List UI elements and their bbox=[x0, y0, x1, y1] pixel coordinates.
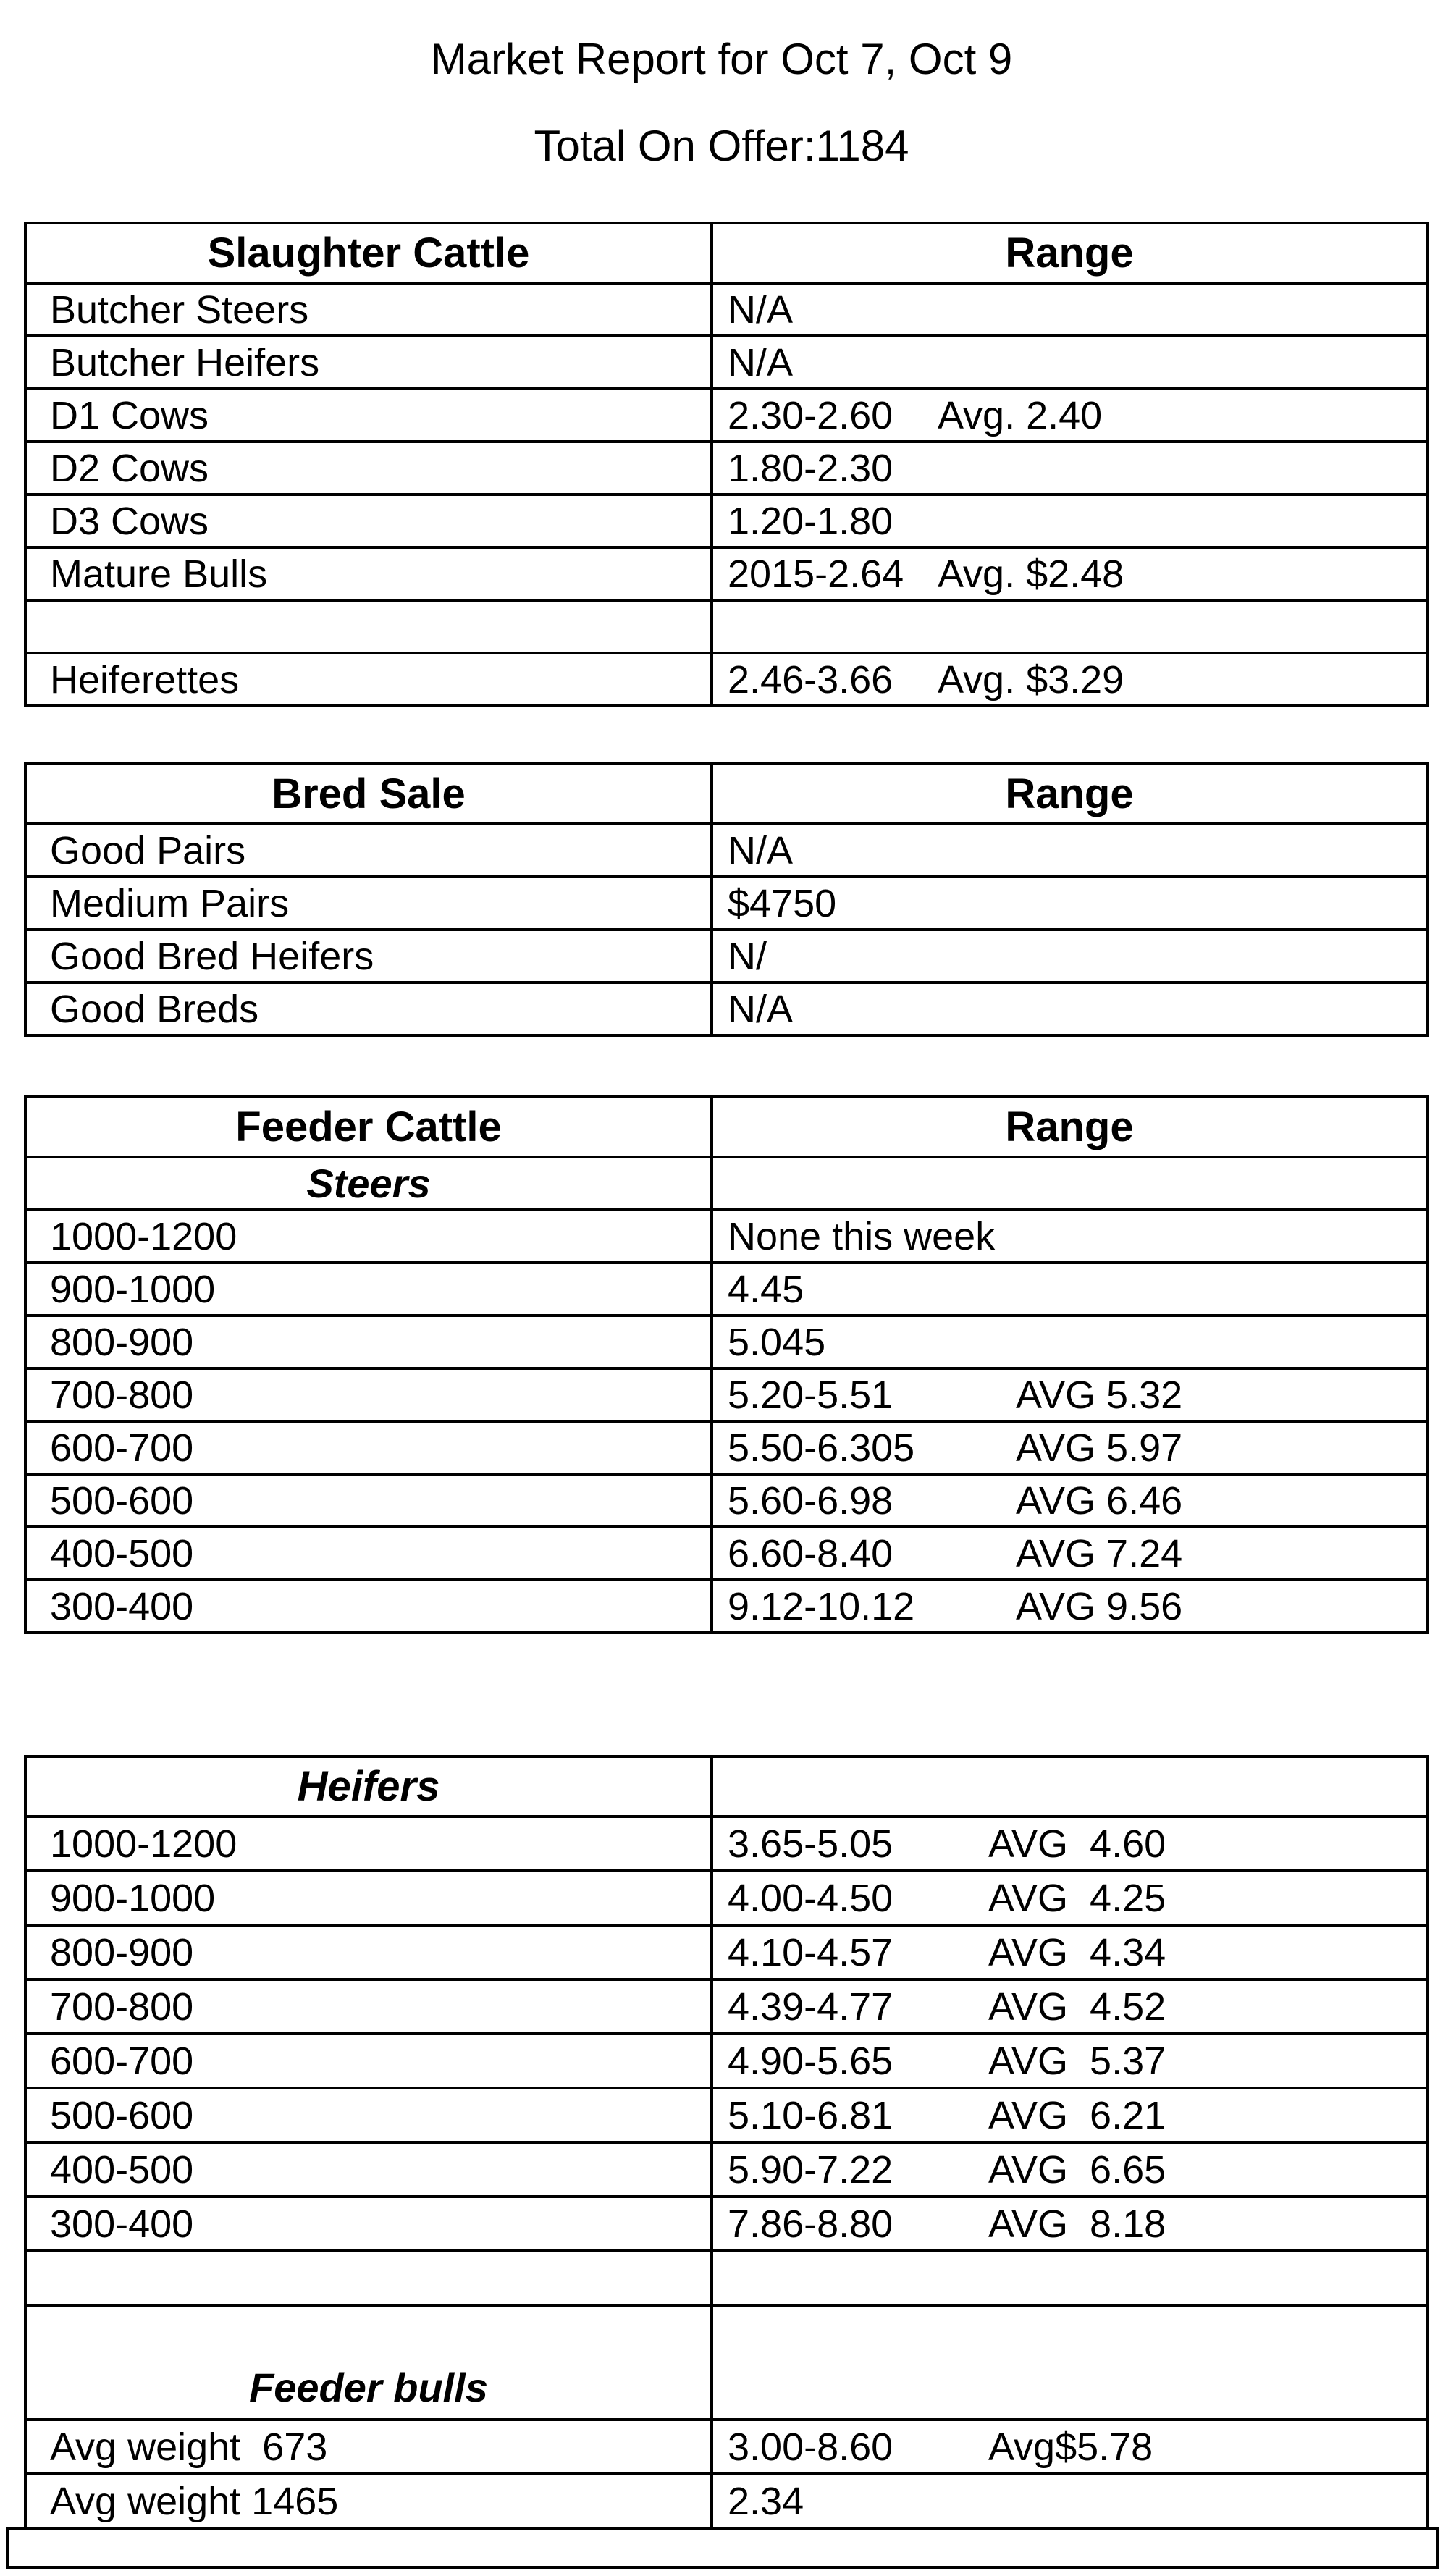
subheader-text: Steers bbox=[306, 1161, 431, 1206]
row-range-cell: 9.12-10.12 AVG 9.56 bbox=[728, 1584, 1183, 1628]
row-range-cell: 3.65-5.05 AVG 4.60 bbox=[728, 1822, 1166, 1866]
row-range-cell: 4.45 bbox=[728, 1267, 804, 1311]
steers-subheader-row bbox=[27, 1156, 1426, 1208]
row-range-cell: N/A bbox=[728, 287, 794, 332]
feeder-bulls-subheader-row bbox=[27, 2304, 1426, 2418]
row-label-cell: D3 Cows bbox=[27, 496, 713, 546]
table-row bbox=[27, 2418, 1426, 2472]
row-label-cell bbox=[27, 602, 713, 652]
page-subtitle: Total On Offer:1184 bbox=[534, 122, 909, 170]
table-row bbox=[27, 652, 1426, 704]
table-row bbox=[27, 2032, 1426, 2087]
row-label-cell: Mature Bulls bbox=[27, 549, 713, 599]
table-row bbox=[27, 2472, 1426, 2527]
row-range-cell: 5.20-5.51 AVG 5.32 bbox=[728, 1373, 1183, 1417]
row-range-cell: 2.34 bbox=[728, 2479, 804, 2523]
row-label-cell: Butcher Steers bbox=[27, 285, 713, 334]
table-row bbox=[27, 1578, 1426, 1631]
range-column-header bbox=[713, 1098, 1426, 1156]
range-header-text: Range bbox=[1005, 770, 1134, 817]
table-row bbox=[27, 1473, 1426, 1525]
row-label-cell: 900-1000 bbox=[27, 1264, 713, 1314]
heifers-table bbox=[24, 1755, 1429, 2530]
table-row-empty bbox=[27, 599, 1426, 652]
bred-sale-table bbox=[24, 762, 1429, 1037]
row-range-cell: 4.00-4.50 AVG 4.25 bbox=[728, 1876, 1166, 1920]
row-range-cell: 2.46-3.66 Avg. $3.29 bbox=[728, 657, 1124, 702]
row-label-cell: 600-700 bbox=[27, 1423, 713, 1473]
row-label-cell: 300-400 bbox=[27, 2198, 713, 2249]
table-title bbox=[27, 1758, 713, 1815]
row-range-cell: 6.60-8.40 AVG 7.24 bbox=[728, 1531, 1183, 1575]
table-row bbox=[27, 493, 1426, 546]
row-range-cell: 3.00-8.60 Avg$5.78 bbox=[728, 2425, 1153, 2469]
range-column-header bbox=[713, 1758, 1426, 1815]
row-label-cell: Avg weight 673 bbox=[27, 2421, 713, 2472]
row-range-cell: $4750 bbox=[728, 881, 837, 925]
row-range-cell: 2.30-2.60 Avg. 2.40 bbox=[728, 393, 1103, 437]
table-row bbox=[27, 387, 1426, 440]
table-title-text: Feeder Cattle bbox=[235, 1103, 502, 1150]
feeder-cattle-table bbox=[24, 1095, 1429, 1634]
row-range-cell: 5.045 bbox=[728, 1320, 826, 1364]
range-column-header bbox=[713, 224, 1426, 282]
slaughter-cattle-table bbox=[24, 222, 1429, 707]
table-row bbox=[27, 981, 1426, 1034]
row-label-cell: D1 Cows bbox=[27, 390, 713, 440]
row-label-cell: 400-500 bbox=[27, 2144, 713, 2195]
table-row bbox=[27, 440, 1426, 493]
row-label-cell: D2 Cows bbox=[27, 443, 713, 493]
row-range-cell: 2015-2.64 Avg. $2.48 bbox=[728, 552, 1124, 596]
table-row bbox=[27, 1978, 1426, 2032]
row-range-cell: 4.90-5.65 AVG 5.37 bbox=[728, 2039, 1166, 2083]
row-label-cell: Heiferettes bbox=[27, 654, 713, 704]
page-title: Market Report for Oct 7, Oct 9 bbox=[430, 35, 1013, 83]
subheader-cell bbox=[27, 2307, 713, 2418]
row-label-cell: Good Breds bbox=[27, 984, 713, 1034]
table-row bbox=[27, 1314, 1426, 1367]
table-header-row bbox=[27, 224, 1426, 282]
range-header-text: Range bbox=[1005, 1103, 1134, 1150]
row-range-cell: 5.60-6.98 AVG 6.46 bbox=[728, 1478, 1183, 1523]
row-range-cell: N/A bbox=[728, 828, 794, 872]
range-column-header bbox=[713, 765, 1426, 822]
table-row bbox=[27, 2141, 1426, 2195]
table-title bbox=[27, 224, 713, 282]
row-label-cell bbox=[27, 2252, 713, 2304]
table-header-row bbox=[27, 1758, 1426, 1815]
table-title-text: Bred Sale bbox=[272, 770, 466, 817]
row-label-cell: 900-1000 bbox=[27, 1872, 713, 1924]
table-header-row bbox=[27, 765, 1426, 822]
row-label-cell: 500-600 bbox=[27, 1476, 713, 1525]
row-label-cell: 1000-1200 bbox=[27, 1211, 713, 1261]
row-label-cell: Medium Pairs bbox=[27, 878, 713, 928]
table-row bbox=[27, 1208, 1426, 1261]
row-label-cell: Good Bred Heifers bbox=[27, 931, 713, 981]
table-row bbox=[27, 928, 1426, 981]
row-range-cell: N/A bbox=[728, 340, 794, 384]
table-row bbox=[27, 546, 1426, 599]
table-row bbox=[27, 1525, 1426, 1578]
table-title-text: Heifers bbox=[297, 1763, 440, 1810]
table-header-row bbox=[27, 1098, 1426, 1156]
row-range-cell: 4.10-4.57 AVG 4.34 bbox=[728, 1930, 1166, 1974]
empty-bottom-box bbox=[6, 2527, 1439, 2569]
row-label-cell: Good Pairs bbox=[27, 825, 713, 875]
row-range-cell: N/A bbox=[728, 987, 794, 1031]
table-title bbox=[27, 765, 713, 822]
row-label-cell: 300-400 bbox=[27, 1581, 713, 1631]
subheader-text: Feeder bulls bbox=[249, 2365, 488, 2410]
row-range-cell bbox=[713, 1158, 1426, 1208]
row-range-cell: 4.39-4.77 AVG 4.52 bbox=[728, 1984, 1166, 2029]
range-header-text: Range bbox=[1005, 230, 1134, 277]
row-range-cell: 1.80-2.30 bbox=[728, 446, 893, 490]
row-label-cell: 700-800 bbox=[27, 1981, 713, 2032]
table-title-text: Slaughter Cattle bbox=[207, 230, 530, 277]
table-row bbox=[27, 282, 1426, 334]
row-label-cell: 700-800 bbox=[27, 1370, 713, 1420]
row-range-cell bbox=[713, 2252, 1426, 2304]
row-range-cell: 5.10-6.81 AVG 6.21 bbox=[728, 2093, 1166, 2137]
table-row bbox=[27, 2087, 1426, 2141]
table-row bbox=[27, 334, 1426, 387]
row-range-cell: None this week bbox=[728, 1214, 996, 1258]
row-label-cell: 500-600 bbox=[27, 2089, 713, 2141]
row-range-cell: 5.90-7.22 AVG 6.65 bbox=[728, 2147, 1166, 2192]
row-label-cell: 400-500 bbox=[27, 1528, 713, 1578]
table-row bbox=[27, 1815, 1426, 1869]
row-range-cell bbox=[713, 602, 1426, 652]
table-row bbox=[27, 1420, 1426, 1473]
table-row bbox=[27, 822, 1426, 875]
subheader-cell bbox=[27, 1158, 713, 1208]
row-label-cell: Butcher Heifers bbox=[27, 337, 713, 387]
table-row bbox=[27, 1261, 1426, 1314]
row-label-cell: 1000-1200 bbox=[27, 1818, 713, 1869]
table-title bbox=[27, 1098, 713, 1156]
table-row bbox=[27, 1869, 1426, 1924]
row-label-cell: 800-900 bbox=[27, 1317, 713, 1367]
row-label-cell: 800-900 bbox=[27, 1927, 713, 1978]
row-range-cell: N/ bbox=[728, 934, 767, 978]
row-range-cell: 1.20-1.80 bbox=[728, 499, 893, 543]
row-range-cell: 7.86-8.80 AVG 8.18 bbox=[728, 2202, 1166, 2246]
row-range-cell: 5.50-6.305 AVG 5.97 bbox=[728, 1426, 1183, 1470]
row-label-cell: Avg weight 1465 bbox=[27, 2475, 713, 2527]
table-row bbox=[27, 1924, 1426, 1978]
table-row bbox=[27, 875, 1426, 928]
table-row bbox=[27, 1367, 1426, 1420]
table-row-empty bbox=[27, 2249, 1426, 2304]
row-label-cell: 600-700 bbox=[27, 2035, 713, 2087]
table-row bbox=[27, 2195, 1426, 2249]
row-range-cell bbox=[713, 2307, 1426, 2418]
